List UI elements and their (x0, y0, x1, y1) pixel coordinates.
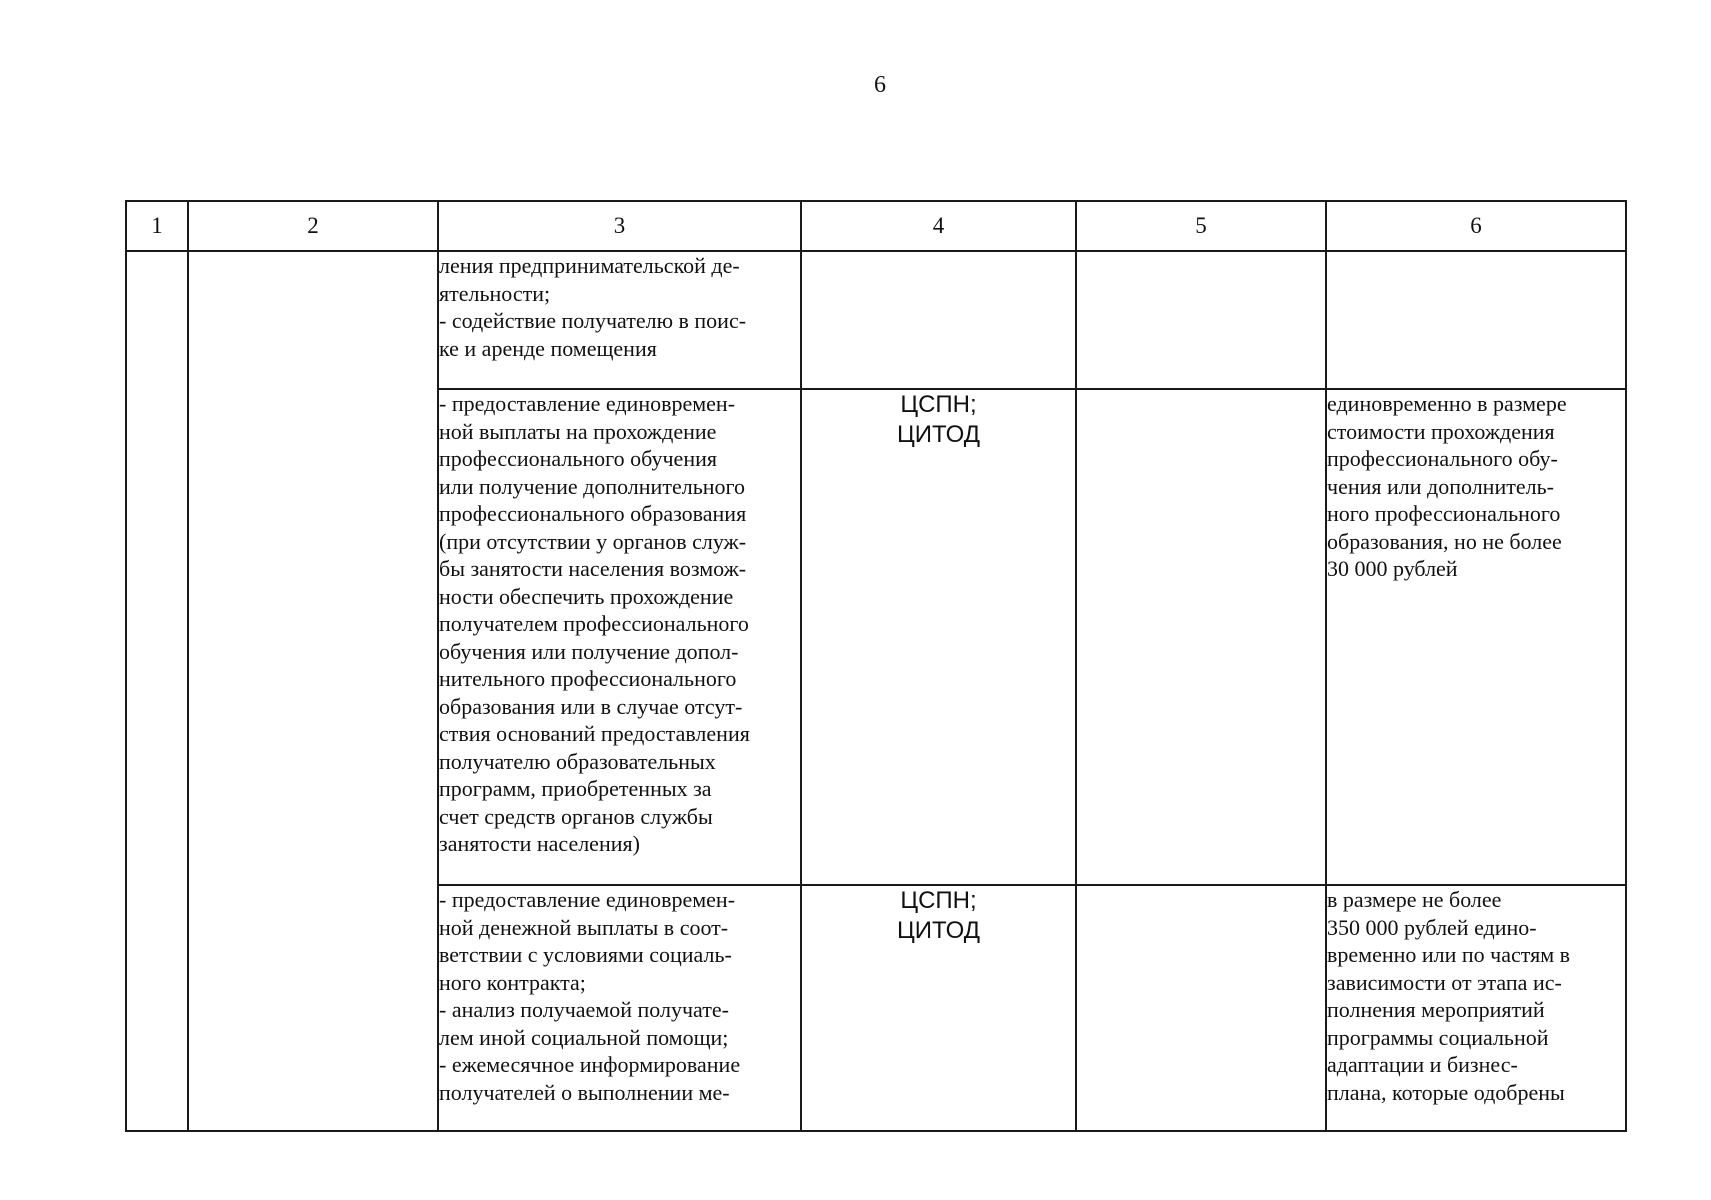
text-line: 30 000 рублей (1327, 556, 1458, 581)
cell-col3 (438, 885, 801, 1131)
cell-col2 (188, 251, 438, 1131)
text-line: - содействие получателю в поис- (439, 308, 747, 333)
table-row (126, 251, 1626, 389)
column-header-4: 4 (801, 201, 1076, 251)
cell-col5 (1076, 885, 1326, 1131)
cell-col4 (801, 389, 1076, 885)
page-number: 6 (874, 72, 886, 98)
text-line: ветствии с условиями социаль- (439, 942, 732, 967)
text-line: профессионального обу- (1327, 446, 1558, 471)
document-table (125, 200, 1627, 1132)
text-line: ятельности; (439, 280, 551, 306)
text-line: нительного профессионального (439, 666, 737, 691)
text-line: - предоставление единовремен- (439, 887, 736, 912)
responsible-org: ЦИТОД (897, 917, 980, 944)
column-header-1: 1 (126, 201, 188, 251)
text-line: бы занятости населения возмож- (439, 556, 747, 581)
text-line: программ, приобретенных за (439, 776, 712, 801)
text-line: профессионального образования (439, 501, 747, 526)
text-line: лем иной социальной помощи; (439, 1024, 729, 1050)
text-line: ного контракта; (439, 969, 586, 995)
text-line: образования или в случае отсут- (439, 693, 743, 719)
cell-col5 (1076, 251, 1326, 389)
text-line: ления предпринимательской де- (439, 253, 740, 278)
text-line: стоимости прохождения (1327, 418, 1555, 444)
cell-col3 (438, 389, 801, 885)
responsible-org: ЦСПН; (900, 887, 977, 914)
text-line: в размере не более (1327, 887, 1502, 912)
responsible-org: ЦИТОД (897, 421, 980, 448)
text-line: временно или по частям в (1327, 942, 1571, 967)
responsible-org: ЦСПН; (900, 391, 977, 418)
text-line: - анализ получаемой получате- (439, 997, 729, 1022)
cell-col1 (126, 251, 188, 1131)
text-line: ной выплаты на прохождение (439, 418, 717, 444)
text-line: - предоставление единовремен- (439, 391, 736, 416)
text-line: ного профессионального (1327, 501, 1561, 526)
text-line: единовременно в размере (1327, 391, 1567, 416)
text-line: программы социальной (1327, 1024, 1549, 1050)
cell-col4 (801, 251, 1076, 389)
text-line: - ежемесячное информирование (439, 1052, 741, 1077)
text-line: или получение дополнительного (439, 473, 745, 499)
text-line: ной денежной выплаты в соот- (439, 914, 729, 940)
column-header-6: 6 (1326, 201, 1626, 251)
text-line: профессионального обучения (439, 446, 717, 471)
text-line: адаптации и бизнес- (1327, 1052, 1518, 1077)
cell-col6 (1326, 389, 1626, 885)
cell-col4 (801, 885, 1076, 1131)
text-line: образования, но не более (1327, 528, 1562, 554)
table-header-row (126, 201, 1626, 251)
text-line: занятости населения) (439, 831, 640, 856)
cell-col6 (1326, 251, 1626, 389)
column-header-5: 5 (1076, 201, 1326, 251)
cell-col3 (438, 251, 801, 389)
column-header-3: 3 (438, 201, 801, 251)
text-line: ности обеспечить прохождение (439, 583, 734, 609)
text-line: ствия оснований предоставления (439, 721, 750, 746)
cell-col5 (1076, 389, 1326, 885)
text-line: обучения или получение допол- (439, 638, 739, 664)
cell-col6 (1326, 885, 1626, 1131)
column-header-2: 2 (188, 201, 438, 251)
text-line: ке и аренде помещения (439, 335, 657, 361)
text-line: получателей о выполнении ме- (439, 1079, 730, 1105)
text-line: получателем профессионального (439, 611, 749, 636)
text-line: получателю образовательных (439, 748, 716, 774)
text-line: 350 000 рублей едино- (1327, 914, 1537, 940)
text-line: зависимости от этапа ис- (1327, 969, 1562, 995)
text-line: счет средств органов службы (439, 803, 713, 829)
text-line: (при отсутствии у органов служ- (439, 528, 747, 554)
text-line: плана, которые одобрены (1327, 1079, 1565, 1105)
text-line: полнения мероприятий (1327, 997, 1545, 1022)
text-line: чения или дополнитель- (1327, 473, 1554, 499)
